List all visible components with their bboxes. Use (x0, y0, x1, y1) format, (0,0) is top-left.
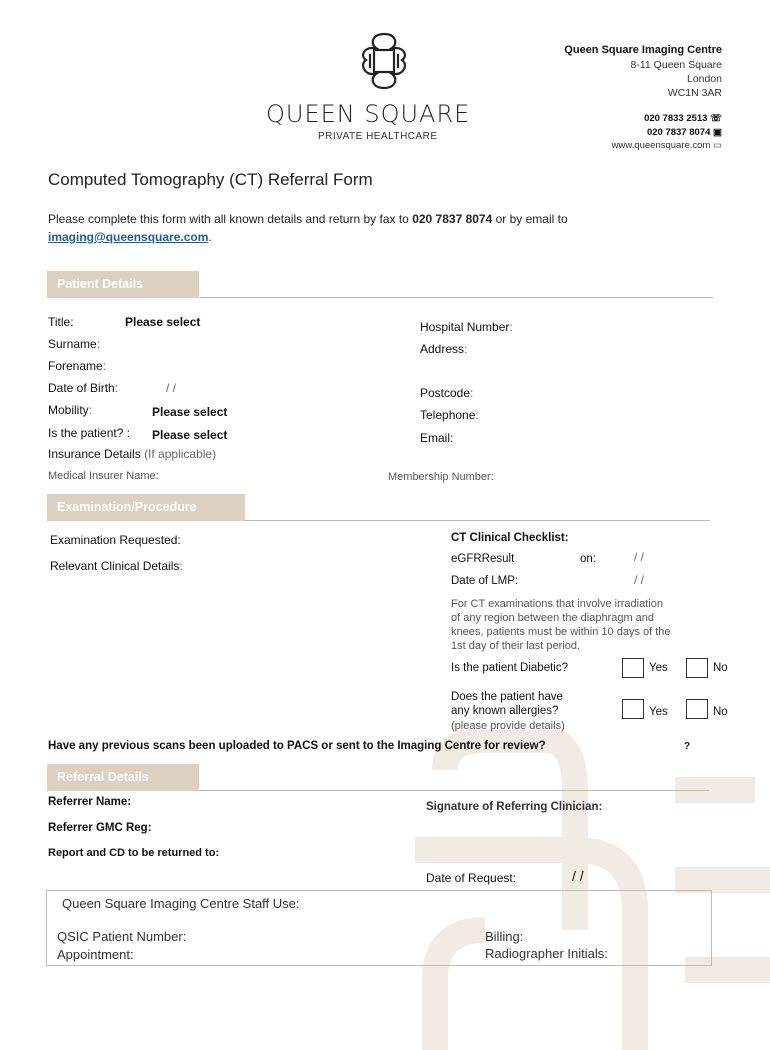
dob-field[interactable]: / / (166, 381, 177, 395)
logo-name: QUEEN SQUARE (266, 100, 471, 128)
phone-text: 020 7833 2513 (644, 113, 708, 124)
email-link[interactable]: imaging@queensquare.com (48, 230, 209, 244)
intro-fax: 020 7837 8074 (412, 212, 493, 226)
intro-email-line (48, 230, 212, 244)
section-rule (245, 520, 710, 521)
lmp-label: Date of LMP: (451, 575, 519, 587)
mobility-label (48, 403, 92, 417)
insurance-text: Insurance Details (48, 447, 141, 461)
title-select[interactable]: Please select (125, 315, 201, 329)
insurance-label (48, 447, 216, 461)
address-label (420, 342, 467, 356)
lmp-date-field[interactable]: / / (634, 573, 645, 587)
colon: : (470, 386, 474, 400)
email-label: Email: (420, 431, 454, 445)
colon: : (475, 408, 479, 422)
section-rule (199, 297, 713, 298)
phone-icon: ☏ (710, 113, 722, 124)
dob-text: Date of Birth (48, 381, 115, 395)
report-return-label: Report and CD to be returned to: (48, 847, 220, 859)
diabetic-label: Is the patient Diabetic? (451, 662, 568, 674)
exam-requested-label: Examination Requested: (50, 533, 181, 547)
form-title: Computed Tomography (CT) Referral Form (48, 170, 373, 189)
website-text[interactable]: www.queensquare.com (611, 140, 711, 151)
colon: : (88, 403, 93, 417)
address-line-3: WC1N 3AR (667, 87, 722, 99)
signature-label: Signature of Referring Clinician: (426, 801, 603, 813)
allergies-no-checkbox[interactable] (686, 699, 708, 719)
diabetic-yes-checkbox[interactable] (622, 658, 644, 678)
telephone-label (420, 408, 479, 422)
ct-note-2: of any region between the diaphragm and (451, 612, 655, 624)
is-patient-select[interactable]: Please select (152, 428, 228, 442)
is-patient-label: Is the patient? : (48, 426, 131, 440)
billing-label: Billing: (485, 929, 524, 944)
colon: : (464, 342, 468, 356)
radiographer-initials-label: Radiographer Initials: (485, 946, 608, 961)
appointment-label: Appointment: (57, 947, 134, 962)
diabetic-no-label: No (713, 662, 728, 674)
egfr-label: eGFRResult (451, 553, 515, 565)
pacs-answer[interactable]: ? (684, 741, 691, 752)
logo-subtitle: PRIVATE HEALTHCARE (318, 131, 438, 142)
title-label: Title: (48, 315, 74, 329)
phone-number (644, 113, 722, 124)
forename-label (48, 359, 106, 373)
section-examination: Examination/Procedure (47, 494, 245, 521)
date-request-field[interactable]: / / (572, 868, 584, 884)
colon: : (179, 559, 183, 573)
forename-text: Forename (48, 359, 103, 373)
fax-text: 020 7837 8074 (646, 127, 711, 138)
postcode-label (420, 386, 473, 400)
allergies-yes-checkbox[interactable] (622, 699, 644, 719)
intro-end: . (208, 230, 212, 244)
pacs-question: Have any previous scans been uploaded to PACS or sent to the Imaging Centre for review? (48, 740, 546, 752)
qsic-patient-number-label: QSIC Patient Number: (57, 929, 187, 944)
insurer-name-label: Medical Insurer Name: (48, 470, 159, 482)
clinical-details-text: Relevant Clinical Details (50, 559, 180, 573)
referrer-name-label: Referrer Name: (48, 796, 132, 808)
centre-name: Queen Square Imaging Centre (564, 44, 722, 56)
egfr-date-field[interactable]: / / (634, 550, 645, 564)
hospital-number-label (420, 320, 513, 334)
address-line-1: 8-11 Queen Square (630, 59, 722, 71)
telephone-text: Telephone (420, 408, 476, 422)
referrer-gmc-label: Referrer GMC Reg: (48, 822, 152, 834)
staff-use-title: Queen Square Imaging Centre Staff Use: (62, 896, 300, 911)
fax-icon: ▣ (713, 127, 722, 138)
egfr-on-label: on: (580, 553, 596, 565)
membership-label: Membership Number: (388, 471, 494, 483)
computer-icon: ▭ (713, 140, 722, 151)
intro-text (48, 212, 568, 226)
ct-note-1: For CT examinations that involve irradiation (451, 598, 663, 610)
ct-note-3: knees, patients must be within 10 days of the (451, 626, 671, 638)
allergies-label-1: Does the patient have (451, 691, 563, 703)
hospital-number-text: Hospital Number (420, 320, 510, 334)
allergies-yes-label: Yes (649, 706, 668, 718)
section-referral: Referral Details (47, 764, 199, 791)
allergies-no-label: No (713, 706, 728, 718)
mobility-select[interactable]: Please select (152, 405, 228, 419)
queen-square-logo-icon (350, 30, 418, 92)
diabetic-no-checkbox[interactable] (686, 658, 708, 678)
section-rule (199, 790, 709, 791)
fax-number (647, 127, 722, 138)
website[interactable] (612, 140, 722, 151)
surname-text: Surname (48, 337, 97, 351)
intro-part-2: or by email to (492, 212, 568, 226)
address-text: Address (420, 342, 465, 356)
allergies-label-2: any known allergies? (451, 705, 559, 717)
colon: : (509, 320, 513, 334)
insurance-note: (If applicable) (144, 447, 217, 461)
date-request-label: Date of Request: (426, 871, 517, 885)
dob-label (48, 381, 118, 395)
ct-note-4: 1st day of their last period. (451, 640, 581, 652)
colon: : (96, 337, 101, 351)
address-line-2: London (686, 73, 722, 85)
surname-label (48, 337, 100, 351)
postcode-text: Postcode (420, 386, 471, 400)
colon: : (114, 381, 119, 395)
clinical-details-label (50, 559, 183, 573)
intro-part-1: Please complete this form with all known details and return by fax to (48, 212, 413, 226)
diabetic-yes-label: Yes (649, 662, 668, 674)
colon: : (102, 359, 107, 373)
allergies-note: (please provide details) (451, 720, 565, 732)
mobility-text: Mobility (48, 403, 89, 417)
ct-checklist-title: CT Clinical Checklist: (451, 532, 569, 544)
section-patient-details: Patient Details (47, 271, 199, 298)
